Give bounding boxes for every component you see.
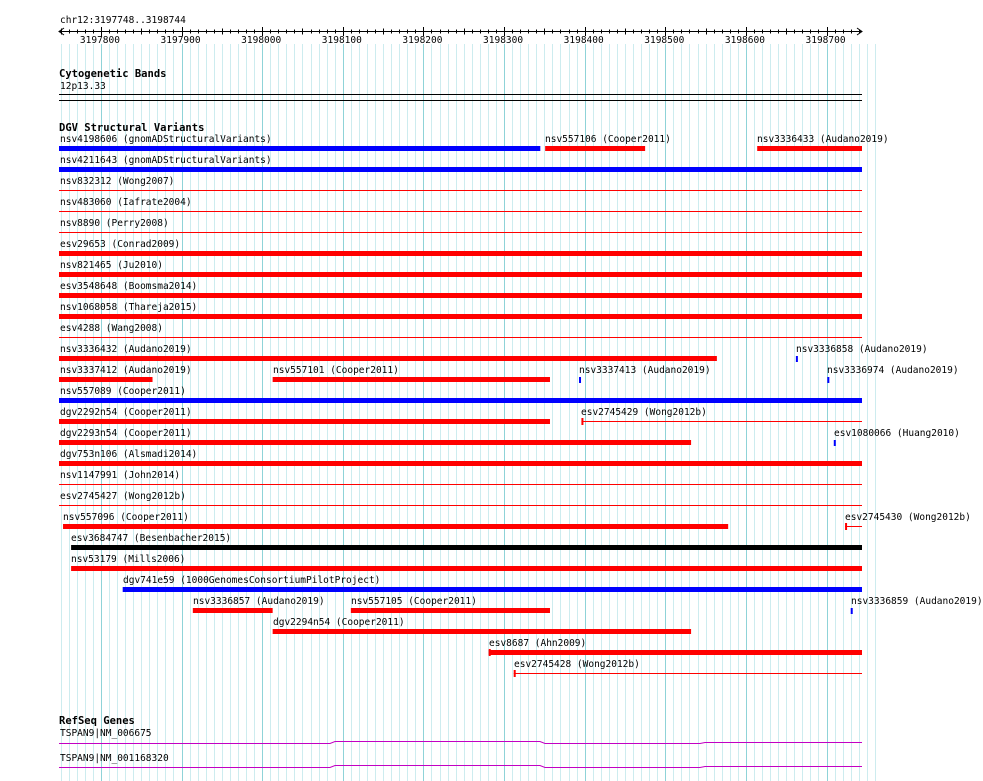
dgv-feature-label[interactable]: nsv557101 (Cooper2011) [273,365,399,376]
dgv-feature-label[interactable]: nsv557096 (Cooper2011) [63,512,189,523]
dgv-feature-tick [581,418,583,425]
dgv-feature-label[interactable]: nsv3336858 (Audano2019) [796,344,928,355]
ruler-tick-label: 3198300 [483,35,524,46]
dgv-feature-label[interactable]: nsv3336432 (Audano2019) [60,344,192,355]
dgv-feature-label[interactable]: dgv2292n54 (Cooper2011) [60,407,192,418]
dgv-feature-label[interactable]: esv1080066 (Huang2010) [834,428,960,439]
dgv-feature-label[interactable]: nsv4211643 (gnomADStructuralVariants) [60,155,272,166]
dgv-feature-bar [59,337,862,338]
track-title-cytogenetic-bands: Cytogenetic Bands [59,68,167,80]
dgv-feature-bar [545,146,645,151]
dgv-feature-bar [489,650,862,655]
dgv-feature-bar [71,566,862,571]
dgv-feature-label[interactable]: nsv1147991 (John2014) [60,470,181,481]
dgv-feature-bar [834,440,836,446]
dgv-feature-bar [59,484,862,485]
dgv-feature-label[interactable]: esv2745427 (Wong2012b) [60,491,186,502]
dgv-feature-label[interactable]: nsv557089 (Cooper2011) [60,386,186,397]
dgv-feature-bar [59,419,550,424]
dgv-feature-bar [351,608,550,613]
dgv-feature-bar [59,211,862,212]
dgv-feature-label[interactable]: esv3684747 (Besenbacher2015) [71,533,232,544]
dgv-feature-label[interactable]: nsv1068058 (Thareja2015) [60,302,198,313]
dgv-feature-label[interactable]: esv2745429 (Wong2012b) [581,407,707,418]
ruler-tick-label: 3197900 [160,35,201,46]
dgv-feature-bar [827,377,829,383]
dgv-feature-bar [59,190,862,191]
dgv-feature-label[interactable]: nsv557106 (Cooper2011) [545,134,671,145]
dgv-feature-label[interactable]: esv3548648 (Boomsma2014) [60,281,198,292]
ruler-tick-label: 3198500 [644,35,685,46]
dgv-feature-bar [59,356,717,361]
dgv-feature-bar [59,146,540,151]
dgv-feature-label[interactable]: dgv2294n54 (Cooper2011) [273,617,405,628]
dgv-feature-bar [193,608,273,613]
track-title-refseq-genes: RefSeq Genes [59,715,135,727]
dgv-feature-bar [59,314,862,319]
dgv-feature-bar [63,524,728,529]
dgv-feature-label[interactable]: nsv4198606 (gnomADStructuralVariants) [60,134,272,145]
dgv-feature-bar [59,232,862,233]
dgv-feature-label[interactable]: nsv3336859 (Audano2019) [851,596,983,607]
ruler-tick-label: 3198400 [563,35,604,46]
dgv-feature-bar [757,146,862,151]
dgv-feature-label[interactable]: dgv741e59 (1000GenomesConsortiumPilotProject) [123,575,381,586]
dgv-feature-bar [845,526,862,527]
dgv-feature-bar [273,377,550,382]
dgv-feature-bar [59,167,862,172]
track-title-dgv-structural-variants: DGV Structural Variants [59,122,205,134]
dgv-feature-label[interactable]: nsv8890 (Perry2008) [60,218,169,229]
region-label: chr12:3197748..3198744 [60,15,186,26]
dgv-feature-bar [59,461,862,466]
dgv-feature-bar [273,629,691,634]
dgv-feature-bar [581,421,862,422]
dgv-feature-label[interactable]: dgv753n106 (Alsmadi2014) [60,449,198,460]
dgv-feature-bar [514,673,862,674]
dgv-feature-bar [71,545,862,550]
dgv-feature-label[interactable]: nsv821465 (Ju2010) [60,260,163,271]
refseq-transcript-line [59,766,862,768]
dgv-feature-tick [514,670,516,677]
ruler-tick-label: 3198100 [321,35,362,46]
dgv-feature-bar [59,505,862,506]
dgv-feature-label[interactable]: nsv3337412 (Audano2019) [60,365,192,376]
dgv-feature-label[interactable]: dgv2293n54 (Cooper2011) [60,428,192,439]
dgv-feature-label[interactable]: nsv483060 (Iafrate2004) [60,197,192,208]
dgv-feature-bar [59,377,153,382]
cytoband-label[interactable]: 12p13.33 [60,81,106,92]
dgv-feature-label[interactable]: esv8687 (Ahn2009) [489,638,587,649]
ruler-tick-label: 3198200 [402,35,443,46]
dgv-feature-label[interactable]: nsv3336857 (Audano2019) [193,596,325,607]
dgv-feature-label[interactable]: nsv832312 (Wong2007) [60,176,175,187]
dgv-feature-label[interactable]: esv2745430 (Wong2012b) [845,512,971,523]
dgv-feature-bar [59,440,691,445]
dgv-feature-label[interactable]: nsv3337413 (Audano2019) [579,365,711,376]
dgv-feature-bar [59,272,862,277]
dgv-feature-bar [59,293,862,298]
dgv-feature-bar [123,587,862,592]
ruler-tick-label: 3198700 [805,35,846,46]
dgv-feature-bar [59,251,862,256]
ruler-tick-label: 3198600 [724,35,765,46]
dgv-feature-tick [845,523,847,530]
dgv-feature-bar [796,356,798,362]
dgv-feature-label[interactable]: esv29653 (Conrad2009) [60,239,181,250]
dgv-feature-label[interactable]: nsv3336974 (Audano2019) [827,365,959,376]
dgv-feature-bar [851,608,853,614]
refseq-transcript-line [59,742,862,744]
ruler-tick-label: 3198000 [241,35,282,46]
dgv-feature-label[interactable]: nsv3336433 (Audano2019) [757,134,889,145]
dgv-feature-label[interactable]: nsv557105 (Cooper2011) [351,596,477,607]
refseq-gene-label[interactable]: TSPAN9|NM_006675 [60,728,152,739]
dgv-feature-label[interactable]: nsv53179 (Mills2006) [71,554,186,565]
dgv-feature-bar [579,377,581,383]
ruler-tick-label: 3197800 [79,35,120,46]
dgv-feature-bar [59,398,862,403]
refseq-gene-label[interactable]: TSPAN9|NM_001168320 [60,753,169,764]
dgv-feature-label[interactable]: esv4288 (Wang2008) [60,323,163,334]
dgv-feature-tick [489,649,491,656]
dgv-feature-label[interactable]: esv2745428 (Wong2012b) [514,659,640,670]
